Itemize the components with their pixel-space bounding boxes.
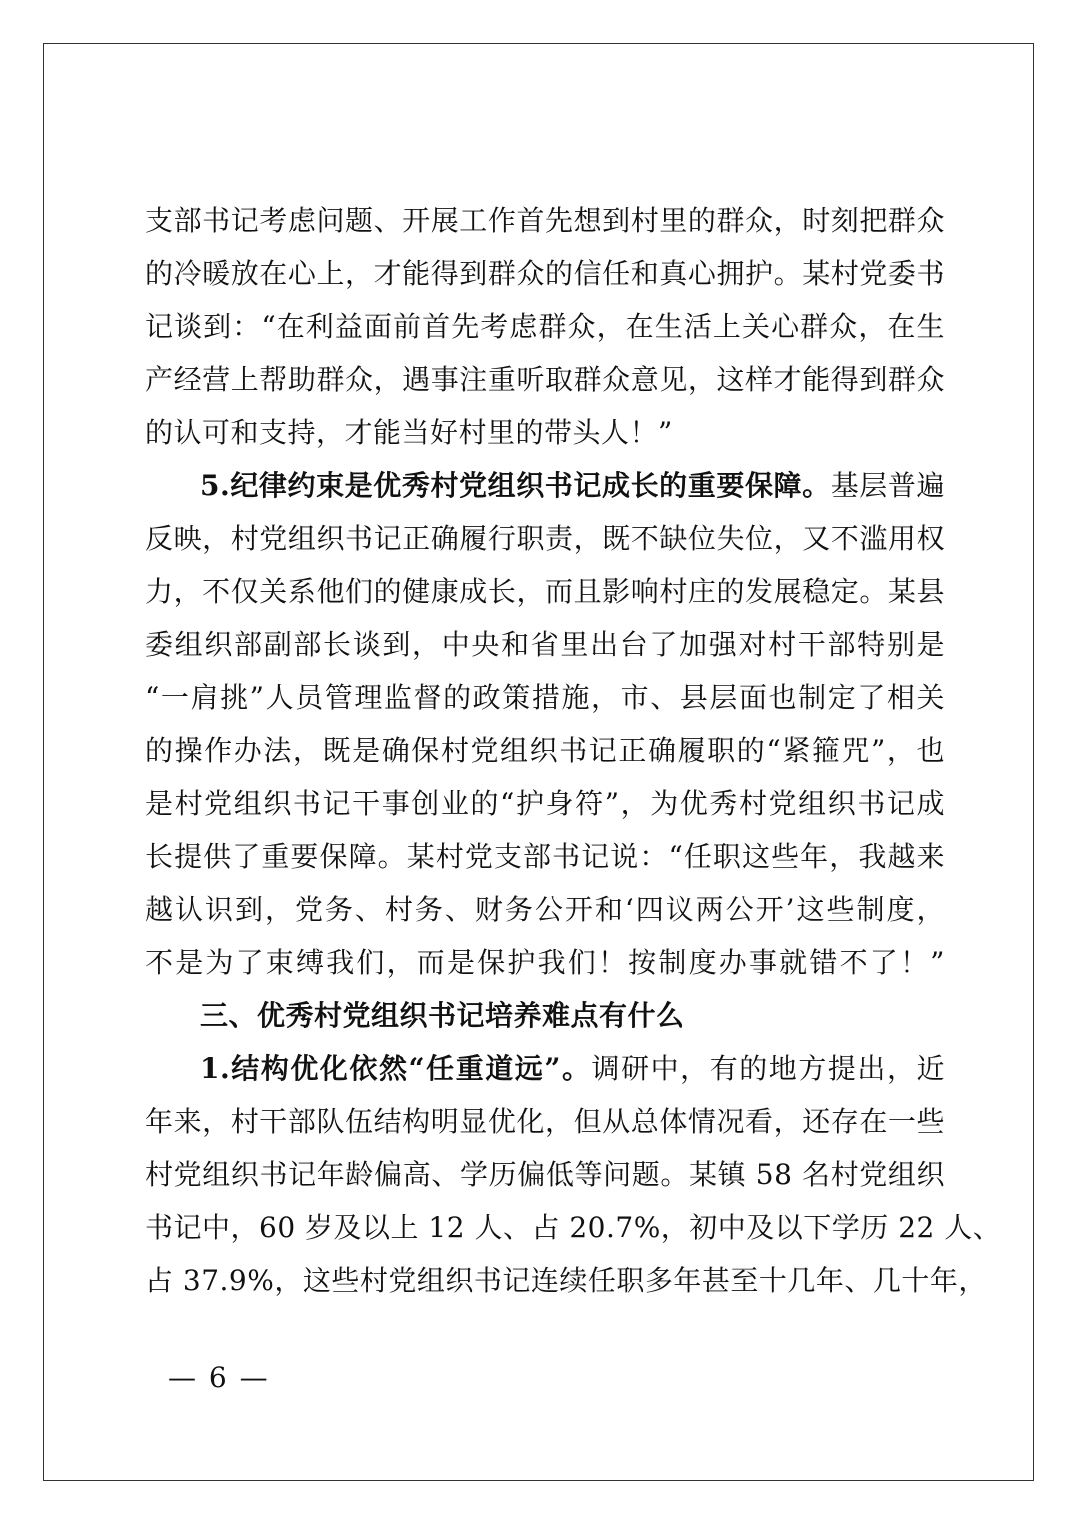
paragraph2-line-6: 的操作办法，既是确保村党组织书记正确履职的“紧箍咒”，也 <box>145 734 945 767</box>
section-heading: 三、优秀村党组织书记培养难点有什么 <box>200 999 685 1032</box>
paragraph2-line-8: 长提供了重要保障。某村党支部书记说：“任职这些年，我越来 <box>145 840 945 873</box>
paragraph2-line-4: 委组织部副部长谈到，中央和省里出台了加强对村干部特别是 <box>145 628 945 661</box>
paragraph2-heading: 5.纪律约束是优秀村党组织书记成长的重要保障。 <box>200 469 831 502</box>
paragraph3-line-1-rest: 调研中，有的地方提出，近 <box>591 1052 945 1085</box>
paragraph2-line-3: 力，不仅关系他们的健康成长，而且影响村庄的发展稳定。某县 <box>145 575 945 608</box>
paragraph3-line-3: 村党组织书记年龄偏高、学历偏低等问题。某镇 58 名村党组织 <box>145 1158 945 1191</box>
paragraph3-line-1 <box>200 1049 945 1089</box>
paragraph3-heading: 1.结构优化依然“任重道远”。 <box>200 1052 592 1085</box>
paragraph2-line-5: “一肩挑”人员管理监督的政策措施，市、县层面也制定了相关 <box>145 681 945 714</box>
paragraph3-line-5: 占 37.9%，这些村党组织书记连续任职多年甚至十几年、几十年， <box>145 1264 987 1297</box>
paragraph2-line-2: 反映，村党组织书记正确履行职责，既不缺位失位，又不滥用权 <box>145 522 945 555</box>
paragraph2-line-7: 是村党组织书记干事创业的“护身符”，为优秀村党组织书记成 <box>145 787 945 820</box>
paragraph1-line-3: 记谈到：“在利益面前首先考虑群众，在生活上关心群众，在生 <box>145 310 945 343</box>
paragraph2-line-9: 越认识到，党务、村务、财务公开和‘四议两公开’这些制度， <box>145 893 945 926</box>
paragraph2-line-1 <box>200 466 945 506</box>
paragraph3-line-2: 年来，村干部队伍结构明显优化，但从总体情况看，还存在一些 <box>145 1105 945 1138</box>
paragraph1-line-2: 的冷暖放在心上，才能得到群众的信任和真心拥护。某村党委书 <box>145 257 945 290</box>
paragraph2-line-10: 不是为了束缚我们，而是保护我们！按制度办事就错不了！” <box>145 946 945 979</box>
page-number: — 6 — <box>168 1361 270 1394</box>
paragraph2-line-1-rest: 基层普遍 <box>830 469 945 502</box>
paragraph3-line-4: 书记中，60 岁及以上 12 人、占 20.7%，初中及以下学历 22 人、 <box>145 1211 1002 1244</box>
paragraph1-line-5: 的认可和支持，才能当好村里的带头人！” <box>145 416 673 449</box>
paragraph1-line-4: 产经营上帮助群众，遇事注重听取群众意见，这样才能得到群众 <box>145 363 945 396</box>
paragraph1-line-1: 支部书记考虑问题、开展工作首先想到村里的群众，时刻把群众 <box>145 204 945 237</box>
